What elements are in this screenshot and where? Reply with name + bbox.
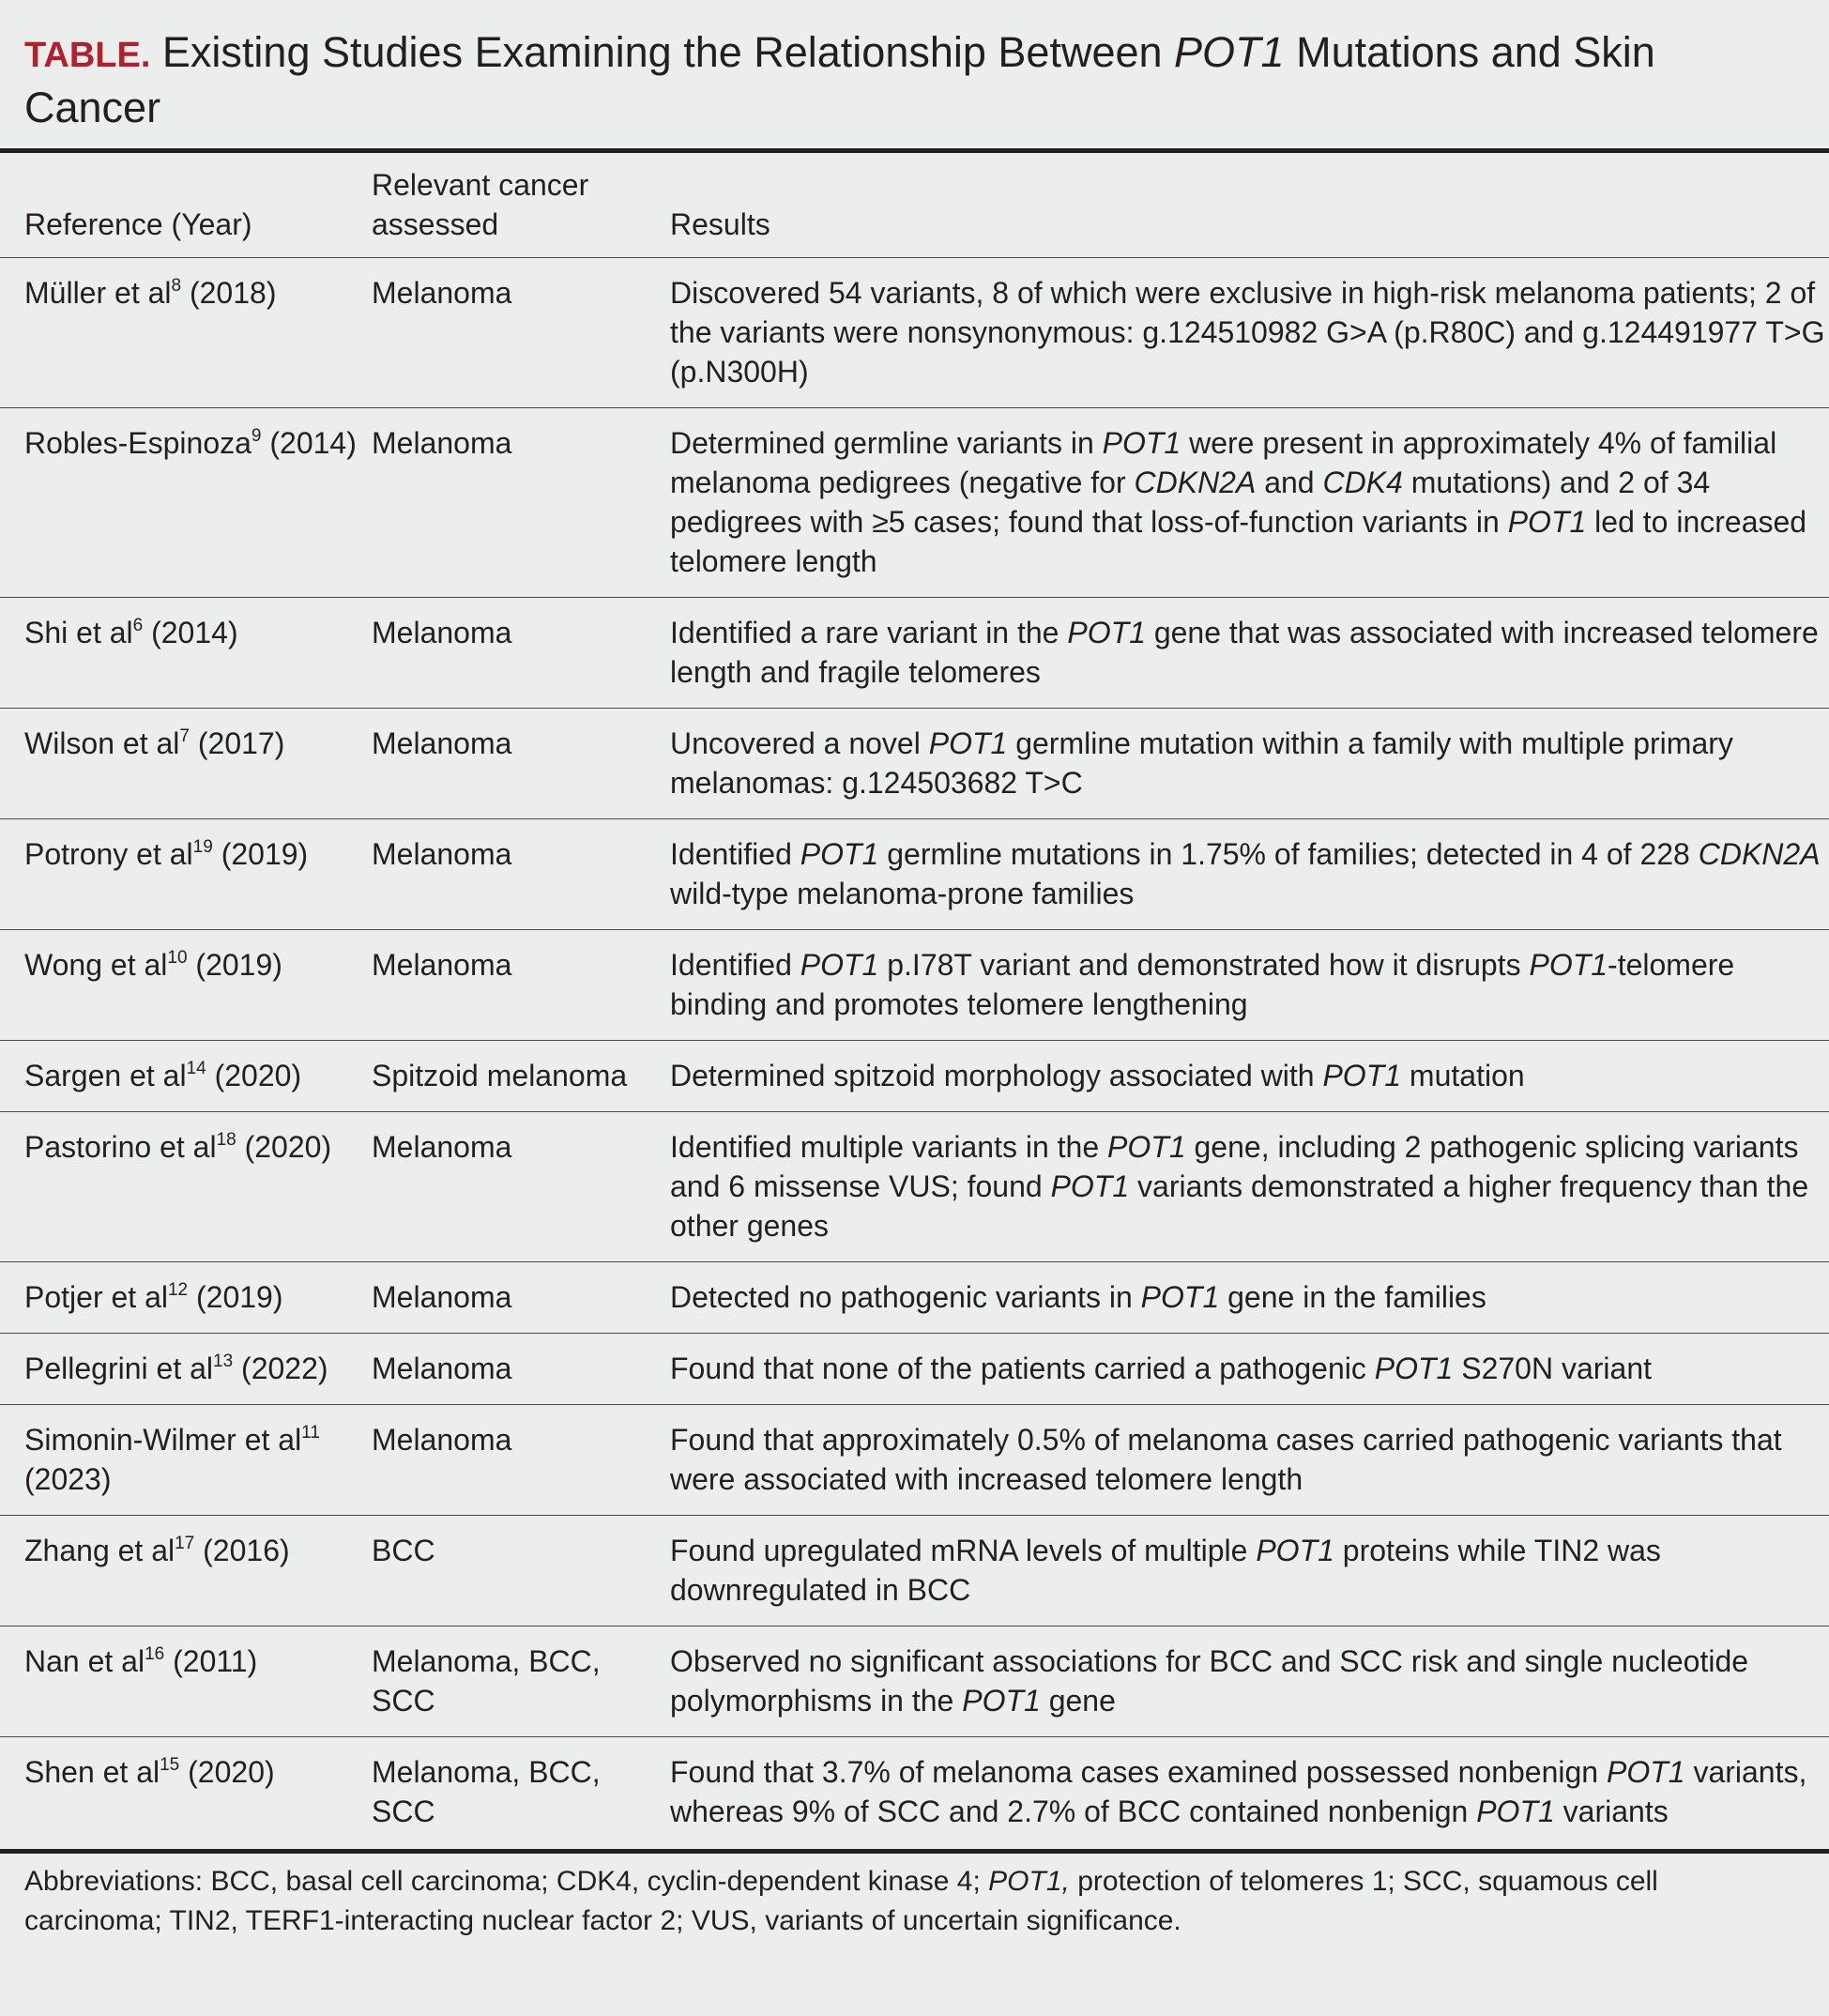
title-text-1: Existing Studies Examining the Relationship Between bbox=[161, 28, 1175, 76]
reference-citation-number: 6 bbox=[132, 616, 144, 635]
reference-citation-number: 7 bbox=[179, 726, 190, 746]
results-text: p.I78T variant and demonstrated how it disrupts bbox=[878, 948, 1530, 982]
title-text-2: Mutations and Skin Cancer bbox=[24, 28, 1655, 131]
reference-author: Sargen et al bbox=[24, 1059, 187, 1092]
reference-author: Zhang et al bbox=[24, 1534, 175, 1567]
footnote-gene-name: POT1, bbox=[988, 1866, 1070, 1897]
table-row bbox=[0, 598, 1829, 709]
results-text: Detected no pathogenic variants in bbox=[670, 1280, 1141, 1314]
table-title bbox=[24, 26, 1789, 134]
results-text: were present in approximately 4% of familial melanoma pedigrees (negative for bbox=[670, 426, 1777, 499]
reference-citation-number: 9 bbox=[251, 426, 262, 446]
reference-cell bbox=[0, 598, 372, 709]
reference-year: (2019) bbox=[187, 948, 282, 982]
results-text: Determined germline variants in bbox=[670, 426, 1103, 460]
gene-name: CDKN2A bbox=[1134, 466, 1257, 499]
reference-citation-number: 14 bbox=[186, 1059, 206, 1078]
results-cell bbox=[670, 258, 1829, 408]
results-text: Observed no significant associations for BCC and SCC risk and single nucleotide polymorphisms in the bbox=[670, 1644, 1749, 1718]
gene-name: POT1 bbox=[1102, 426, 1181, 460]
table-body bbox=[0, 258, 1829, 1848]
header-reference: Reference (Year) bbox=[0, 156, 372, 258]
reference-year: (2016) bbox=[194, 1534, 290, 1567]
table-row bbox=[0, 1405, 1829, 1516]
gene-name: POT1 bbox=[1140, 1280, 1220, 1314]
results-text: -telomere binding and promotes telomere lengthening bbox=[670, 948, 1735, 1021]
reference-cell bbox=[0, 819, 372, 930]
gene-name: POT1 bbox=[1107, 1130, 1186, 1164]
results-text: Discovered 54 variants, 8 of which were exclusive in high-risk melanoma patients; 2 of the variants were nonsynonymous: g.124510982 G>A (p.R80C) and g.124491977 T>G (p.N300H) bbox=[670, 276, 1825, 389]
gene-name: POT1 bbox=[1322, 1059, 1402, 1092]
gene-name: POT1 bbox=[1067, 616, 1146, 649]
reference-author: Simonin-Wilmer et al bbox=[24, 1423, 302, 1457]
reference-author: Müller et al bbox=[24, 276, 172, 310]
reference-citation-number: 18 bbox=[216, 1130, 236, 1150]
results-text: Determined spitzoid morphology associated with bbox=[670, 1059, 1323, 1092]
reference-citation-number: 10 bbox=[167, 948, 188, 968]
cancer-cell: Melanoma bbox=[372, 1405, 670, 1516]
cancer-cell: BCC bbox=[372, 1516, 670, 1627]
reference-author: Robles-Espinoza bbox=[24, 426, 251, 460]
results-text: and bbox=[1256, 466, 1323, 499]
gene-name: POT1 bbox=[1606, 1755, 1685, 1789]
gene-name: POT1 bbox=[962, 1684, 1041, 1718]
results-cell bbox=[670, 408, 1829, 598]
table-row bbox=[0, 819, 1829, 930]
studies-table bbox=[0, 156, 1829, 1847]
table-row bbox=[0, 408, 1829, 598]
reference-citation-number: 17 bbox=[175, 1534, 195, 1553]
reference-cell bbox=[0, 1112, 372, 1262]
results-text: led to increased telomere length bbox=[670, 505, 1807, 578]
cancer-cell: Melanoma, BCC, SCC bbox=[372, 1627, 670, 1737]
gene-name: POT1 bbox=[1507, 505, 1587, 539]
cancer-cell: Melanoma, BCC, SCC bbox=[372, 1737, 670, 1848]
results-text: Identified a rare variant in the bbox=[670, 616, 1068, 649]
cancer-cell: Melanoma bbox=[372, 930, 670, 1041]
results-text: variants, whereas 9% of SCC and 2.7% of BCC contained nonbenign bbox=[670, 1755, 1807, 1828]
abbreviations-footnote bbox=[24, 1862, 1789, 1941]
reference-cell bbox=[0, 709, 372, 819]
reference-cell bbox=[0, 1627, 372, 1737]
cancer-cell: Spitzoid melanoma bbox=[372, 1041, 670, 1112]
reference-cell bbox=[0, 1737, 372, 1848]
results-text: Found that 3.7% of melanoma cases examined possessed nonbenign bbox=[670, 1755, 1607, 1789]
results-text: proteins while TIN2 was downregulated in BCC bbox=[670, 1534, 1661, 1607]
footnote-text-2: protection of telomeres 1; SCC, squamous cell carcinoma; TIN2, TERF1-interacting nuclear factor 2; VUS, variants of uncertain significance. bbox=[24, 1866, 1658, 1936]
reference-author: Potrony et al bbox=[24, 837, 193, 871]
gene-name: POT1 bbox=[800, 948, 879, 982]
results-cell bbox=[670, 1334, 1829, 1405]
top-rule bbox=[0, 148, 1829, 153]
results-cell bbox=[670, 1041, 1829, 1112]
results-cell bbox=[670, 1405, 1829, 1516]
results-text: variants bbox=[1554, 1795, 1669, 1828]
table-row bbox=[0, 1262, 1829, 1334]
header-cancer: Relevant cancer assessed bbox=[372, 156, 670, 258]
reference-cell bbox=[0, 1262, 372, 1334]
cancer-cell: Melanoma bbox=[372, 819, 670, 930]
footnote-text-1: Abbreviations: BCC, basal cell carcinoma; CDK4, cyclin-dependent kinase 4; bbox=[24, 1866, 989, 1897]
results-cell bbox=[670, 1262, 1829, 1334]
reference-cell bbox=[0, 1041, 372, 1112]
reference-cell bbox=[0, 258, 372, 408]
reference-cell bbox=[0, 1516, 372, 1627]
reference-author: Nan et al bbox=[24, 1644, 145, 1678]
cancer-cell: Melanoma bbox=[372, 276, 512, 310]
reference-cell bbox=[0, 408, 372, 598]
table-row bbox=[0, 1737, 1829, 1848]
reference-year: (2019) bbox=[212, 837, 309, 871]
results-cell bbox=[670, 1737, 1829, 1848]
results-text: gene, including 2 pathogenic splicing variants and 6 missense VUS; found bbox=[670, 1130, 1799, 1203]
reference-year: (2011) bbox=[164, 1644, 258, 1678]
reference-author: Shi et al bbox=[24, 616, 133, 649]
results-cell bbox=[670, 1516, 1829, 1627]
reference-year: (2019) bbox=[188, 1280, 283, 1314]
cancer-cell: Melanoma bbox=[372, 1334, 670, 1405]
reference-author: Pellegrini et al bbox=[24, 1352, 213, 1385]
results-text: germline mutations in 1.75% of families; detected in 4 of 228 bbox=[878, 837, 1699, 871]
results-text: Identified bbox=[670, 948, 800, 982]
results-cell bbox=[670, 598, 1829, 709]
reference-citation-number: 8 bbox=[171, 276, 182, 296]
reference-citation-number: 11 bbox=[301, 1423, 320, 1443]
reference-author: Shen et al bbox=[24, 1755, 160, 1789]
reference-author: Potjer et al bbox=[24, 1280, 168, 1314]
cancer-cell: Melanoma bbox=[372, 1262, 670, 1334]
results-text: gene in the families bbox=[1219, 1280, 1486, 1314]
results-text: Identified multiple variants in the bbox=[670, 1130, 1108, 1164]
reference-author: Pastorino et al bbox=[24, 1130, 217, 1164]
reference-author: Wilson et al bbox=[24, 726, 180, 760]
table-row bbox=[0, 930, 1829, 1041]
reference-cell bbox=[0, 1334, 372, 1405]
results-text: mutation bbox=[1401, 1059, 1525, 1092]
bottom-rule bbox=[0, 1849, 1829, 1854]
reference-year: (2017) bbox=[189, 726, 285, 760]
table-row bbox=[0, 1041, 1829, 1112]
gene-name: POT1 bbox=[1476, 1795, 1555, 1828]
gene-name: POT1 bbox=[928, 726, 1008, 760]
reference-cell bbox=[0, 930, 372, 1041]
table-row bbox=[0, 1334, 1829, 1405]
gene-name: POT1 bbox=[800, 837, 879, 871]
table-label: TABLE. bbox=[24, 36, 151, 75]
results-text: Found that approximately 0.5% of melanoma cases carried pathogenic variants that were associated with increased telomere length bbox=[670, 1423, 1782, 1496]
table-row bbox=[0, 1516, 1829, 1627]
title-gene-name: POT1 bbox=[1174, 28, 1285, 76]
table-row bbox=[0, 709, 1829, 819]
results-cell bbox=[670, 709, 1829, 819]
results-text: mutations) and 2 of 34 pedigrees with ≥5 cases; found that loss-of-function variants in bbox=[670, 466, 1711, 539]
cancer-cell: Melanoma bbox=[372, 709, 670, 819]
reference-citation-number: 16 bbox=[145, 1644, 165, 1664]
reference-year: (2020) bbox=[236, 1130, 332, 1164]
results-text: germline mutation within a family with multiple primary melanomas: g.124503682 T>C bbox=[670, 726, 1733, 800]
cancer-cell: Melanoma bbox=[372, 598, 670, 709]
reference-year: (2014) bbox=[261, 426, 357, 460]
gene-name: POT1 bbox=[1529, 948, 1608, 982]
results-cell bbox=[670, 1627, 1829, 1737]
gene-name: CDKN2A bbox=[1698, 837, 1821, 871]
results-text: variants demonstrated a higher frequency than the other genes bbox=[670, 1169, 1809, 1243]
gene-name: POT1 bbox=[1256, 1534, 1334, 1567]
cancer-cell: Melanoma bbox=[372, 1112, 670, 1262]
results-cell bbox=[670, 930, 1829, 1041]
gene-name: POT1 bbox=[1050, 1169, 1130, 1203]
reference-citation-number: 13 bbox=[213, 1352, 234, 1371]
reference-year: (2018) bbox=[181, 276, 277, 310]
reference-year: (2020) bbox=[179, 1755, 275, 1789]
cancer-cell: Melanoma bbox=[372, 408, 670, 598]
gene-name: CDK4 bbox=[1322, 466, 1403, 499]
results-text: gene bbox=[1040, 1684, 1116, 1718]
gene-name: POT1 bbox=[1374, 1352, 1454, 1385]
reference-citation-number: 19 bbox=[192, 837, 213, 857]
results-text: Uncovered a novel bbox=[670, 726, 929, 760]
table-row bbox=[0, 1627, 1829, 1737]
reference-citation-number: 12 bbox=[167, 1280, 189, 1300]
results-text: Found that none of the patients carried a pathogenic bbox=[670, 1352, 1375, 1385]
reference-author: Wong et al bbox=[24, 948, 168, 982]
table-row bbox=[0, 1112, 1829, 1262]
table-row bbox=[0, 258, 1829, 408]
results-cell bbox=[670, 1112, 1829, 1262]
reference-year: (2014) bbox=[143, 616, 238, 649]
results-text: Identified bbox=[670, 837, 800, 871]
reference-year: (2023) bbox=[24, 1462, 112, 1496]
results-text: Found upregulated mRNA levels of multiple bbox=[670, 1534, 1257, 1567]
results-text: gene that was associated with increased telomere length and fragile telomeres bbox=[670, 616, 1819, 689]
header-row bbox=[0, 156, 1829, 258]
reference-cell bbox=[0, 1405, 372, 1516]
reference-year: (2022) bbox=[233, 1352, 328, 1385]
results-text: S270N variant bbox=[1453, 1352, 1652, 1385]
results-cell bbox=[670, 819, 1829, 930]
reference-citation-number: 15 bbox=[160, 1755, 180, 1775]
reference-year: (2020) bbox=[206, 1059, 302, 1092]
header-results: Results bbox=[670, 156, 1829, 258]
results-text: wild-type melanoma-prone families bbox=[670, 877, 1135, 910]
